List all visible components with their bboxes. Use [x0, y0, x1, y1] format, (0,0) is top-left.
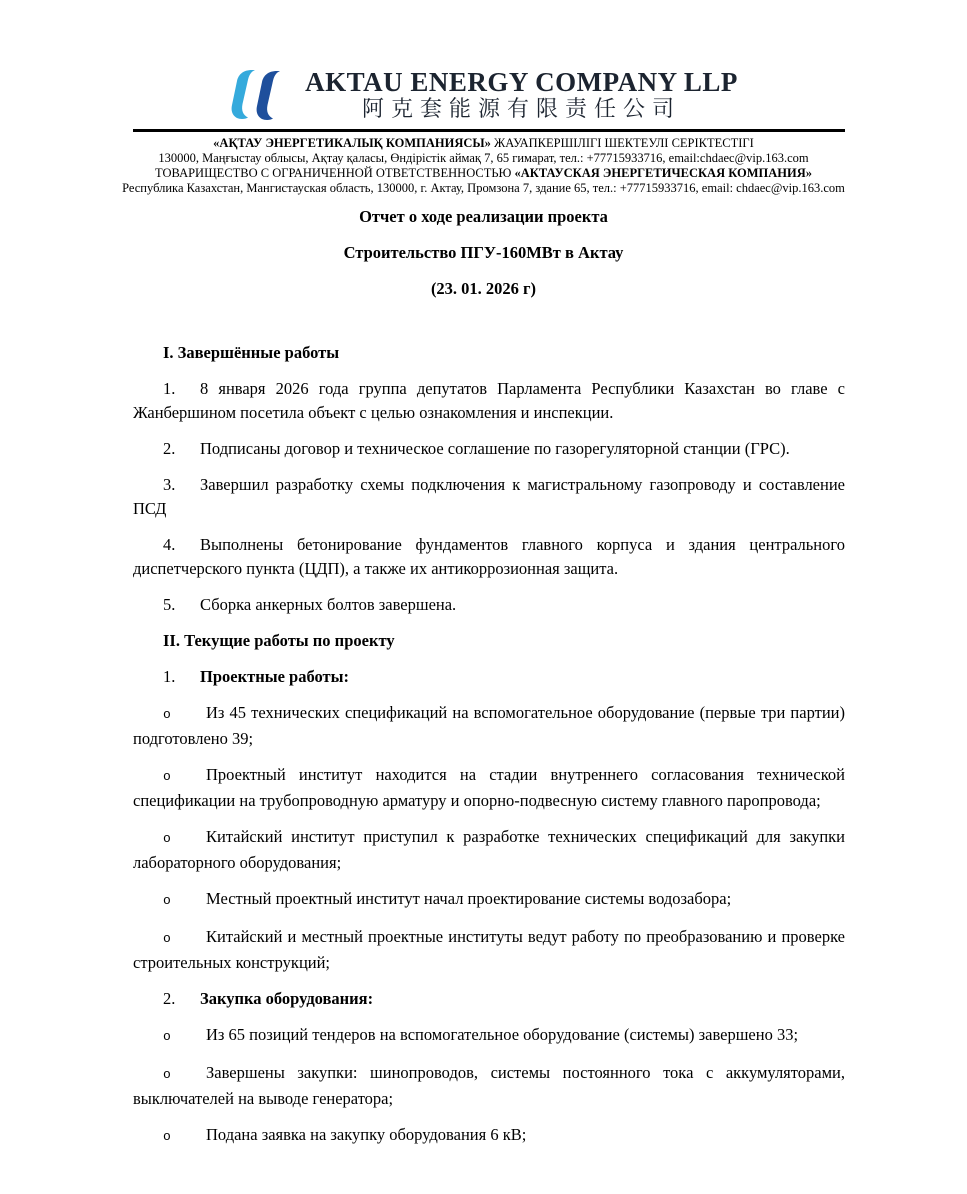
bullet-text: Из 45 технических спецификаций на вспомогательное оборудование (первые три партии) подготовлено 39; [133, 703, 845, 748]
subsection-label: Проектные работы: [200, 667, 350, 686]
letterhead [0, 0, 967, 122]
bullet-item [133, 1123, 845, 1149]
numbered-item [133, 533, 845, 581]
bullet-item [133, 1061, 845, 1111]
numbered-item [133, 377, 845, 425]
numbered-item [133, 437, 845, 461]
bullet-marker: o [163, 831, 171, 846]
org-form-kz: ЖАУАПКЕРШІЛІГІ ШЕКТЕУЛІ СЕРІКТЕСТІГІ [490, 136, 754, 150]
bullet-text: Из 65 позиций тендеров на вспомогательное оборудование (системы) завершено 33; [206, 1025, 799, 1044]
org-name-kz: «АҚТАУ ЭНЕРГЕТИКАЛЫҚ КОМПАНИЯСЫ» [213, 136, 491, 150]
bullet-marker: o [163, 1129, 171, 1144]
bullet-item [133, 887, 845, 913]
item-number: 2. [163, 989, 176, 1008]
item-number: 4. [163, 535, 176, 554]
company-name-en: AKTAU ENERGY COMPANY LLP [305, 67, 738, 97]
section2-heading: II. Текущие работы по проекту [163, 631, 395, 650]
company-name-cn: 阿克套能源有限责任公司 [361, 96, 681, 121]
title-line-2: Строительство ПГУ-160МВт в Актау [343, 243, 624, 262]
bullet-marker: o [163, 931, 171, 946]
org-line-ru [60, 166, 907, 181]
address-line-ru: Республика Казахстан, Мангистауская область, 130000, г. Актау, Промзона 7, здание 65, тел.: +77715933716, email: chdaec@vip.163.com [122, 181, 845, 195]
bullet-item [133, 925, 845, 975]
numbered-item [133, 593, 845, 617]
document-title [0, 205, 967, 301]
bullet-item [133, 825, 845, 875]
bullet-marker: o [163, 1029, 171, 1044]
numbered-item [133, 473, 845, 521]
subsection-heading [133, 665, 845, 689]
item-number: 2. [163, 439, 176, 458]
bullet-marker: o [163, 769, 171, 784]
item-text: Выполнены бетонирование фундаментов главного корпуса и здания центрального диспетчерского пункта (ЦДП), а также их антикоррозионная защита. [133, 535, 845, 578]
title-date: (23. 01. 2026 г) [430, 279, 537, 298]
bullet-text: Проектный институт находится на стадии внутреннего согласования технической спецификации на трубопроводную арматуру и опорно-подвесную систему главного паропровода; [133, 765, 845, 810]
org-name-ru: «АКТАУСКАЯ ЭНЕРГЕТИЧЕСКАЯ КОМПАНИЯ» [514, 166, 812, 180]
item-number: 1. [163, 379, 176, 398]
item-text: Завершил разработку схемы подключения к магистральному газопроводу и составление ПСД [133, 475, 845, 518]
item-number: 5. [163, 595, 176, 614]
bullet-text: Китайский и местный проектные институты ведут работу по преобразованию и проверке строительных конструкций; [133, 927, 845, 972]
company-logo-icon [229, 69, 289, 121]
bullet-text: Китайский институт приступил к разработке технических спецификаций для закупки лабораторного оборудования; [133, 827, 845, 872]
item-number: 3. [163, 475, 176, 494]
bullet-text: Подана заявка на закупку оборудования 6 кВ; [206, 1125, 527, 1144]
item-text: Сборка анкерных болтов завершена. [200, 595, 457, 614]
bullet-text: Завершены закупки: шинопроводов, системы постоянного тока с аккумуляторами, выключателей на выводе генератора; [133, 1063, 845, 1108]
bullet-marker: o [163, 893, 171, 908]
item-text: Подписаны договор и техническое соглашение по газорегуляторной станции (ГРС). [200, 439, 790, 458]
bullet-marker: o [163, 1067, 171, 1082]
item-number: 1. [163, 667, 176, 686]
bullet-item [133, 701, 845, 751]
title-line-1: Отчет о ходе реализации проекта [359, 207, 608, 226]
letterhead-divider [133, 129, 845, 132]
bullet-item [133, 1023, 845, 1049]
address-line-kz: 130000, Маңғыстау облысы, Ақтау қаласы, Өндірістік аймақ 7, 65 гимарат, тел.: +77715933716, email:chdaec@vip.163.com [158, 151, 809, 165]
bullet-marker: o [163, 707, 171, 722]
report-body [0, 341, 967, 1149]
org-form-ru: ТОВАРИЩЕСТВО С ОГРАНИЧЕННОЙ ОТВЕТСТВЕННОСТЬЮ [155, 166, 515, 180]
item-text: 8 января 2026 года группа депутатов Парламента Республики Казахстан во главе с Жанбершином посетила объект с целью ознакомления и инспекции. [133, 379, 845, 422]
org-details [0, 136, 967, 196]
company-name-block [305, 68, 738, 122]
subsection-heading [133, 987, 845, 1011]
bullet-text: Местный проектный институт начал проектирование системы водозабора; [206, 889, 732, 908]
bullet-item [133, 763, 845, 813]
section1-heading: I. Завершённые работы [163, 343, 340, 362]
org-line-kz [60, 136, 907, 151]
subsection-label: Закупка оборудования: [200, 989, 374, 1008]
